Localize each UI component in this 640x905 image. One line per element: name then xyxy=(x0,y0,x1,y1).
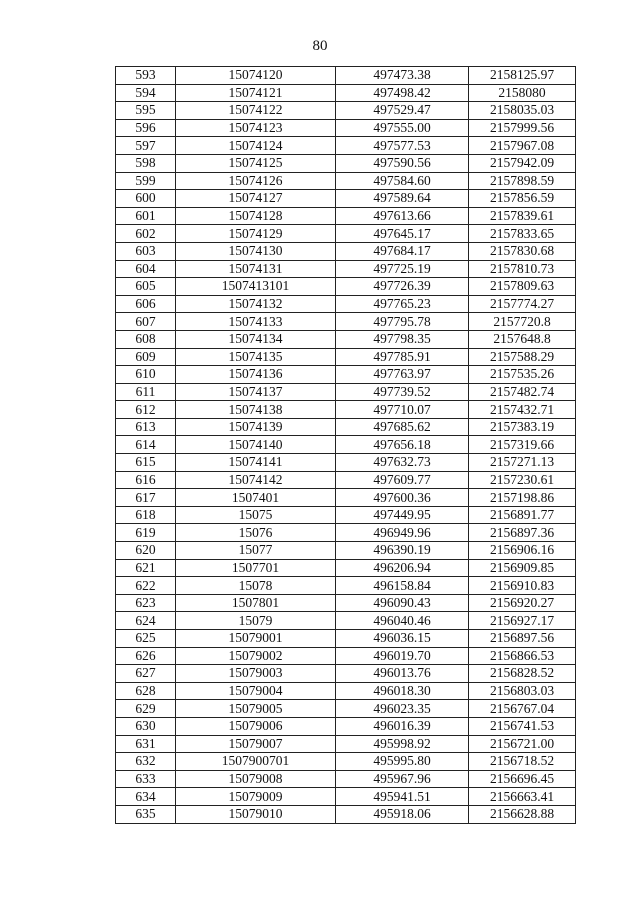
table-row xyxy=(116,207,576,225)
row-number-cell: 614 xyxy=(116,436,176,454)
point-id-cell: 15074131 xyxy=(176,260,336,278)
row-number-cell: 631 xyxy=(116,735,176,753)
point-id-cell: 15074134 xyxy=(176,330,336,348)
table-row xyxy=(116,102,576,120)
y-coordinate-cell: 2157588.29 xyxy=(469,348,576,366)
point-id-cell: 15079007 xyxy=(176,735,336,753)
y-coordinate-cell: 2157967.08 xyxy=(469,137,576,155)
y-coordinate-cell: 2157856.59 xyxy=(469,190,576,208)
point-id-cell: 15074137 xyxy=(176,383,336,401)
point-id-cell: 15074120 xyxy=(176,67,336,85)
x-coordinate-cell: 495995.80 xyxy=(336,753,469,771)
y-coordinate-cell: 2156696.45 xyxy=(469,770,576,788)
y-coordinate-cell: 2157999.56 xyxy=(469,119,576,137)
y-coordinate-cell: 2157774.27 xyxy=(469,295,576,313)
table-row xyxy=(116,119,576,137)
row-number-cell: 620 xyxy=(116,542,176,560)
row-number-cell: 601 xyxy=(116,207,176,225)
x-coordinate-cell: 496090.43 xyxy=(336,594,469,612)
table-row xyxy=(116,330,576,348)
point-id-cell: 15079008 xyxy=(176,770,336,788)
row-number-cell: 633 xyxy=(116,770,176,788)
point-id-cell: 15074135 xyxy=(176,348,336,366)
y-coordinate-cell: 2158035.03 xyxy=(469,102,576,120)
row-number-cell: 597 xyxy=(116,137,176,155)
y-coordinate-cell: 2157432.71 xyxy=(469,401,576,419)
point-id-cell: 15079006 xyxy=(176,717,336,735)
table-row xyxy=(116,770,576,788)
row-number-cell: 596 xyxy=(116,119,176,137)
y-coordinate-cell: 2156628.88 xyxy=(469,805,576,823)
y-coordinate-cell: 2156906.16 xyxy=(469,542,576,560)
x-coordinate-cell: 497613.66 xyxy=(336,207,469,225)
x-coordinate-cell: 497765.23 xyxy=(336,295,469,313)
y-coordinate-cell: 2156828.52 xyxy=(469,665,576,683)
row-number-cell: 599 xyxy=(116,172,176,190)
x-coordinate-cell: 497739.52 xyxy=(336,383,469,401)
table-row xyxy=(116,172,576,190)
y-coordinate-cell: 2156767.04 xyxy=(469,700,576,718)
x-coordinate-cell: 497555.00 xyxy=(336,119,469,137)
table-row xyxy=(116,471,576,489)
y-coordinate-cell: 2158080 xyxy=(469,84,576,102)
y-coordinate-cell: 2157810.73 xyxy=(469,260,576,278)
point-id-cell: 15078 xyxy=(176,577,336,595)
x-coordinate-cell: 497529.47 xyxy=(336,102,469,120)
row-number-cell: 594 xyxy=(116,84,176,102)
y-coordinate-cell: 2158125.97 xyxy=(469,67,576,85)
row-number-cell: 615 xyxy=(116,454,176,472)
point-id-cell: 15079 xyxy=(176,612,336,630)
point-id-cell: 15075 xyxy=(176,506,336,524)
x-coordinate-cell: 497577.53 xyxy=(336,137,469,155)
row-number-cell: 604 xyxy=(116,260,176,278)
table-row xyxy=(116,735,576,753)
y-coordinate-cell: 2157942.09 xyxy=(469,154,576,172)
y-coordinate-cell: 2156927.17 xyxy=(469,612,576,630)
point-id-cell: 1507401 xyxy=(176,489,336,507)
table-row xyxy=(116,647,576,665)
row-number-cell: 621 xyxy=(116,559,176,577)
point-id-cell: 15074133 xyxy=(176,313,336,331)
x-coordinate-cell: 497584.60 xyxy=(336,172,469,190)
table-row xyxy=(116,242,576,260)
row-number-cell: 612 xyxy=(116,401,176,419)
x-coordinate-cell: 497590.56 xyxy=(336,154,469,172)
y-coordinate-cell: 2157648.8 xyxy=(469,330,576,348)
x-coordinate-cell: 497473.38 xyxy=(336,67,469,85)
row-number-cell: 616 xyxy=(116,471,176,489)
x-coordinate-cell: 497589.64 xyxy=(336,190,469,208)
table-row xyxy=(116,366,576,384)
row-number-cell: 603 xyxy=(116,242,176,260)
point-id-cell: 15074140 xyxy=(176,436,336,454)
point-id-cell: 15074142 xyxy=(176,471,336,489)
x-coordinate-cell: 497632.73 xyxy=(336,454,469,472)
point-id-cell: 15074124 xyxy=(176,137,336,155)
y-coordinate-cell: 2156663.41 xyxy=(469,788,576,806)
point-id-cell: 15074129 xyxy=(176,225,336,243)
x-coordinate-cell: 496019.70 xyxy=(336,647,469,665)
point-id-cell: 15074127 xyxy=(176,190,336,208)
coordinates-table-body xyxy=(116,67,576,824)
x-coordinate-cell: 496023.35 xyxy=(336,700,469,718)
page-number: 80 xyxy=(312,38,328,54)
point-id-cell: 15074138 xyxy=(176,401,336,419)
table-row xyxy=(116,630,576,648)
y-coordinate-cell: 2157720.8 xyxy=(469,313,576,331)
row-number-cell: 595 xyxy=(116,102,176,120)
point-id-cell: 15077 xyxy=(176,542,336,560)
table-row xyxy=(116,383,576,401)
y-coordinate-cell: 2156741.53 xyxy=(469,717,576,735)
table-row xyxy=(116,348,576,366)
x-coordinate-cell: 497656.18 xyxy=(336,436,469,454)
x-coordinate-cell: 497726.39 xyxy=(336,278,469,296)
y-coordinate-cell: 2156910.83 xyxy=(469,577,576,595)
row-number-cell: 635 xyxy=(116,805,176,823)
table-row xyxy=(116,524,576,542)
x-coordinate-cell: 495918.06 xyxy=(336,805,469,823)
row-number-cell: 608 xyxy=(116,330,176,348)
row-number-cell: 626 xyxy=(116,647,176,665)
row-number-cell: 611 xyxy=(116,383,176,401)
x-coordinate-cell: 497795.78 xyxy=(336,313,469,331)
row-number-cell: 609 xyxy=(116,348,176,366)
table-row xyxy=(116,137,576,155)
y-coordinate-cell: 2157830.68 xyxy=(469,242,576,260)
point-id-cell: 1507701 xyxy=(176,559,336,577)
y-coordinate-cell: 2157833.65 xyxy=(469,225,576,243)
x-coordinate-cell: 497684.17 xyxy=(336,242,469,260)
row-number-cell: 617 xyxy=(116,489,176,507)
table-row xyxy=(116,788,576,806)
x-coordinate-cell: 496016.39 xyxy=(336,717,469,735)
x-coordinate-cell: 496206.94 xyxy=(336,559,469,577)
point-id-cell: 1507801 xyxy=(176,594,336,612)
point-id-cell: 15074128 xyxy=(176,207,336,225)
x-coordinate-cell: 497710.07 xyxy=(336,401,469,419)
table-row xyxy=(116,559,576,577)
y-coordinate-cell: 2157535.26 xyxy=(469,366,576,384)
table-row xyxy=(116,717,576,735)
point-id-cell: 15074121 xyxy=(176,84,336,102)
row-number-cell: 630 xyxy=(116,717,176,735)
table-row xyxy=(116,313,576,331)
table-row xyxy=(116,489,576,507)
table-row xyxy=(116,753,576,771)
y-coordinate-cell: 2156891.77 xyxy=(469,506,576,524)
y-coordinate-cell: 2157839.61 xyxy=(469,207,576,225)
point-id-cell: 1507900701 xyxy=(176,753,336,771)
table-row xyxy=(116,154,576,172)
point-id-cell: 15074139 xyxy=(176,418,336,436)
y-coordinate-cell: 2157383.19 xyxy=(469,418,576,436)
point-id-cell: 15074123 xyxy=(176,119,336,137)
point-id-cell: 15079005 xyxy=(176,700,336,718)
table-row xyxy=(116,295,576,313)
point-id-cell: 15074126 xyxy=(176,172,336,190)
point-id-cell: 15074122 xyxy=(176,102,336,120)
point-id-cell: 1507413101 xyxy=(176,278,336,296)
x-coordinate-cell: 496040.46 xyxy=(336,612,469,630)
row-number-cell: 605 xyxy=(116,278,176,296)
x-coordinate-cell: 497600.36 xyxy=(336,489,469,507)
x-coordinate-cell: 497685.62 xyxy=(336,418,469,436)
x-coordinate-cell: 497785.91 xyxy=(336,348,469,366)
x-coordinate-cell: 497498.42 xyxy=(336,84,469,102)
row-number-cell: 627 xyxy=(116,665,176,683)
point-id-cell: 15076 xyxy=(176,524,336,542)
table-row xyxy=(116,577,576,595)
table-row xyxy=(116,454,576,472)
point-id-cell: 15074136 xyxy=(176,366,336,384)
y-coordinate-cell: 2157482.74 xyxy=(469,383,576,401)
point-id-cell: 15079004 xyxy=(176,682,336,700)
coordinates-table xyxy=(115,66,576,824)
table-row xyxy=(116,506,576,524)
x-coordinate-cell: 495941.51 xyxy=(336,788,469,806)
point-id-cell: 15079002 xyxy=(176,647,336,665)
point-id-cell: 15074132 xyxy=(176,295,336,313)
table-row xyxy=(116,612,576,630)
x-coordinate-cell: 496390.19 xyxy=(336,542,469,560)
x-coordinate-cell: 497645.17 xyxy=(336,225,469,243)
y-coordinate-cell: 2157198.86 xyxy=(469,489,576,507)
row-number-cell: 628 xyxy=(116,682,176,700)
table-row xyxy=(116,805,576,823)
table-row xyxy=(116,594,576,612)
table-row xyxy=(116,401,576,419)
row-number-cell: 624 xyxy=(116,612,176,630)
y-coordinate-cell: 2157319.66 xyxy=(469,436,576,454)
x-coordinate-cell: 497449.95 xyxy=(336,506,469,524)
x-coordinate-cell: 495967.96 xyxy=(336,770,469,788)
point-id-cell: 15074141 xyxy=(176,454,336,472)
row-number-cell: 625 xyxy=(116,630,176,648)
y-coordinate-cell: 2157809.63 xyxy=(469,278,576,296)
table-row xyxy=(116,542,576,560)
row-number-cell: 618 xyxy=(116,506,176,524)
y-coordinate-cell: 2156803.03 xyxy=(469,682,576,700)
table-row xyxy=(116,260,576,278)
x-coordinate-cell: 497798.35 xyxy=(336,330,469,348)
table-row xyxy=(116,700,576,718)
row-number-cell: 613 xyxy=(116,418,176,436)
table-row xyxy=(116,190,576,208)
row-number-cell: 629 xyxy=(116,700,176,718)
y-coordinate-cell: 2156920.27 xyxy=(469,594,576,612)
x-coordinate-cell: 496036.15 xyxy=(336,630,469,648)
table-row xyxy=(116,418,576,436)
row-number-cell: 598 xyxy=(116,154,176,172)
row-number-cell: 606 xyxy=(116,295,176,313)
table-row xyxy=(116,278,576,296)
point-id-cell: 15079009 xyxy=(176,788,336,806)
y-coordinate-cell: 2157271.13 xyxy=(469,454,576,472)
row-number-cell: 600 xyxy=(116,190,176,208)
row-number-cell: 593 xyxy=(116,67,176,85)
point-id-cell: 15079003 xyxy=(176,665,336,683)
row-number-cell: 623 xyxy=(116,594,176,612)
row-number-cell: 632 xyxy=(116,753,176,771)
y-coordinate-cell: 2156909.85 xyxy=(469,559,576,577)
table-row xyxy=(116,67,576,85)
point-id-cell: 15079010 xyxy=(176,805,336,823)
table-row xyxy=(116,225,576,243)
y-coordinate-cell: 2156718.52 xyxy=(469,753,576,771)
y-coordinate-cell: 2157230.61 xyxy=(469,471,576,489)
row-number-cell: 619 xyxy=(116,524,176,542)
row-number-cell: 607 xyxy=(116,313,176,331)
table-row xyxy=(116,436,576,454)
y-coordinate-cell: 2157898.59 xyxy=(469,172,576,190)
x-coordinate-cell: 496949.96 xyxy=(336,524,469,542)
x-coordinate-cell: 497725.19 xyxy=(336,260,469,278)
table-row xyxy=(116,682,576,700)
y-coordinate-cell: 2156897.56 xyxy=(469,630,576,648)
y-coordinate-cell: 2156866.53 xyxy=(469,647,576,665)
point-id-cell: 15074130 xyxy=(176,242,336,260)
x-coordinate-cell: 496013.76 xyxy=(336,665,469,683)
row-number-cell: 634 xyxy=(116,788,176,806)
point-id-cell: 15074125 xyxy=(176,154,336,172)
x-coordinate-cell: 496158.84 xyxy=(336,577,469,595)
x-coordinate-cell: 496018.30 xyxy=(336,682,469,700)
x-coordinate-cell: 495998.92 xyxy=(336,735,469,753)
x-coordinate-cell: 497609.77 xyxy=(336,471,469,489)
y-coordinate-cell: 2156897.36 xyxy=(469,524,576,542)
y-coordinate-cell: 2156721.00 xyxy=(469,735,576,753)
row-number-cell: 610 xyxy=(116,366,176,384)
point-id-cell: 15079001 xyxy=(176,630,336,648)
row-number-cell: 602 xyxy=(116,225,176,243)
row-number-cell: 622 xyxy=(116,577,176,595)
table-row xyxy=(116,665,576,683)
x-coordinate-cell: 497763.97 xyxy=(336,366,469,384)
table-row xyxy=(116,84,576,102)
